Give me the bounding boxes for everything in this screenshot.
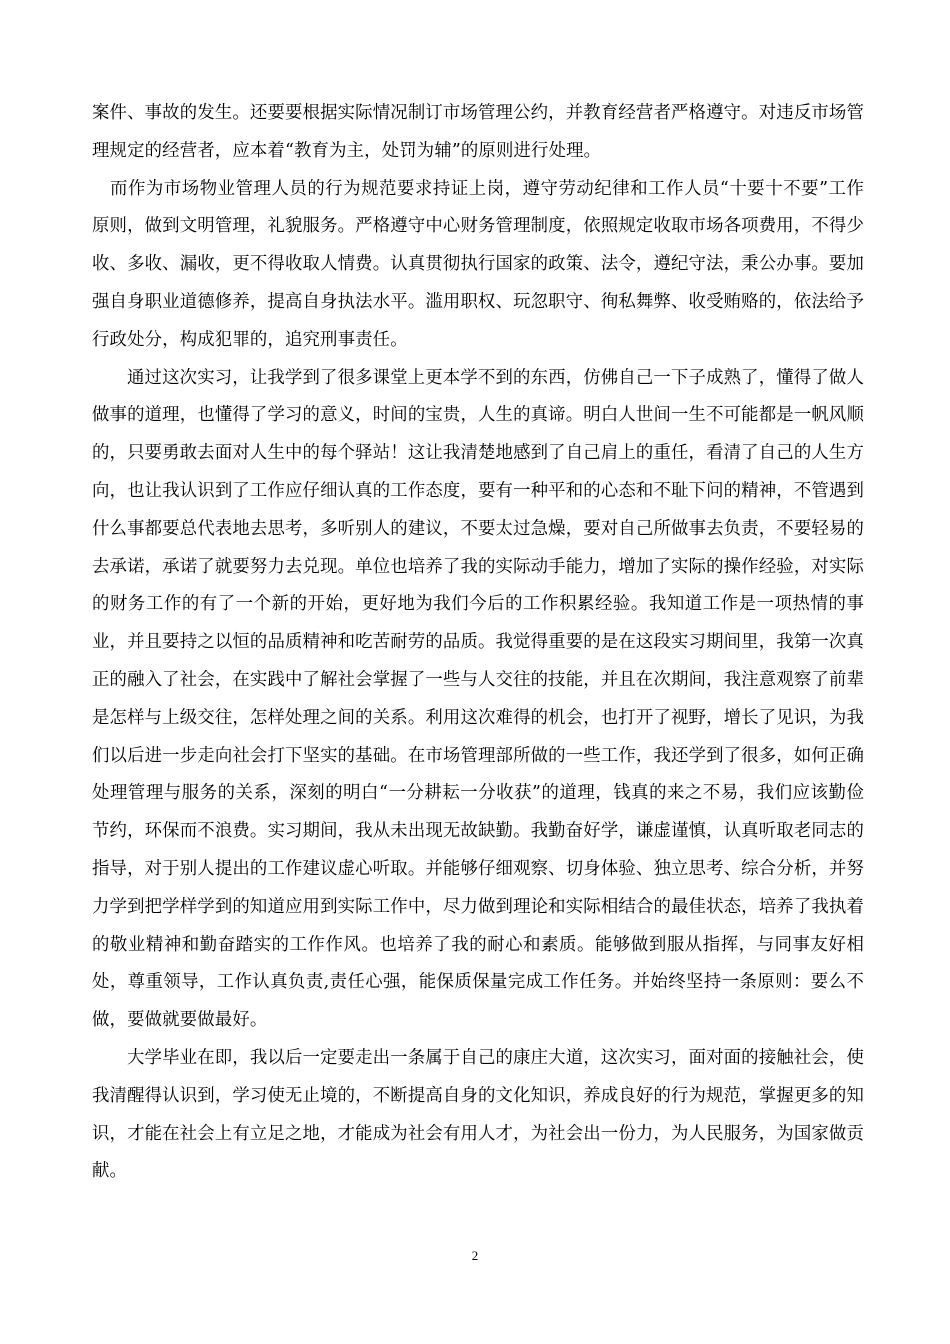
paragraph-internship-reflection: 通过这次实习，让我学到了很多课堂上更本学不到的东西，仿佛自己一下子成熟了，懂得了做人做事的道理，也懂得了学习的意义，时间的宝贵，人生的真谛。明白人世间一生不可能都是一帆风顺的，只要勇敢去面对人生中的每个驿站！这让我清楚地感到了自己肩上的重任，看清了自己的人生方向，也让我认识到了工作应仔细认真的工作态度，要有一种平和的心态和不耻下问的精神，不管遇到什么事都要总代表地去思考，多听别人的建议，不要太过急燥，要对自己所做事去负责，不要轻易的去承诺，承诺了就要努力去兑现。单位也培养了我的实际动手能力，增加了实际的操作经验，对实际的财务工作的有了一个新的开始，更好地为我们今后的工作积累经验。我知道工作是一项热情的事业，并且要持之以恒的品质精神和吃苦耐劳的品质。我觉得重要的是在这段实习期间里，我第一次真正的融入了社会，在实践中了解社会掌握了一些与人交往的技能，并且在次期间，我注意观察了前辈是怎样与上级交往，怎样处理之间的关系。利用这次难得的机会，也打开了视野，增长了见识，为我们以后进一步走向社会打下坚实的基础。在市场管理部所做的一些工作，我还学到了很多，如何正确处理管理与服务的关系，深刻的明白“一分耕耘一分收获”的道理，钱真的来之不易，我们应该勤俭节约，环保而不浪费。实习期间，我从未出现无故缺勤。我勤奋好学，谦虚谨慎，认真听取老同志的指导，对于别人提出的工作建议虚心听取。并能够仔细观察、切身体验、独立思考、综合分析，并努力学到把学样学到的知道应用到实际工作中，尽力做到理论和实际相结合的最佳状态，培养了我执着的敬业精神和勤奋踏实的工作作风。也培养了我的耐心和素质。能够做到服从指挥，与同事友好相处，尊重领导，工作认真负责,责任心强，能保质保量完成工作任务。并始终坚持一条原则：要么不做，要做就要做最好。 — [92, 367, 864, 1031]
page-number: 2 — [471, 1248, 479, 1263]
paragraph-graduation-outlook: 大学毕业在即，我以后一定要走出一条属于自己的康庄大道，这次实习，面对面的接触社会，使我清醒得认识到，学习使无止境的，不断提高自身的文化知识，养成良好的行为规范，掌握更多的知识，才能在社会上有立足之地，才能成为社会有用人才，为社会出一份力，为人民服务，为国家做贡献。 — [92, 1047, 864, 1182]
document-body — [92, 95, 864, 1191]
paragraph-staff-conduct: 而作为市场物业管理人员的行为规范要求持证上岗，遵守劳动纪律和工作人员“十要十不要”工作原则，做到文明管理，礼貌服务。严格遵守中心财务管理制度，依照规定收取市场各项费用，不得少收、多收、漏收，更不得收取人情费。认真贯彻执行国家的政策、法令，遵纪守法，秉公办事。要加强自身职业道德修养，提高自身执法水平。滥用职权、玩忽职守、徇私舞弊、收受贿赂的，依法给予行政处分，构成犯罪的，追究刑事责任。 — [92, 178, 864, 350]
paragraph-market-rules-continued: 案件、事故的发生。还要要根据实际情况制订市场管理公约，并教育经营者严格遵守。对违反市场管理规定的经营者，应本着“教育为主，处罚为辅”的原则进行处理。 — [92, 103, 864, 161]
